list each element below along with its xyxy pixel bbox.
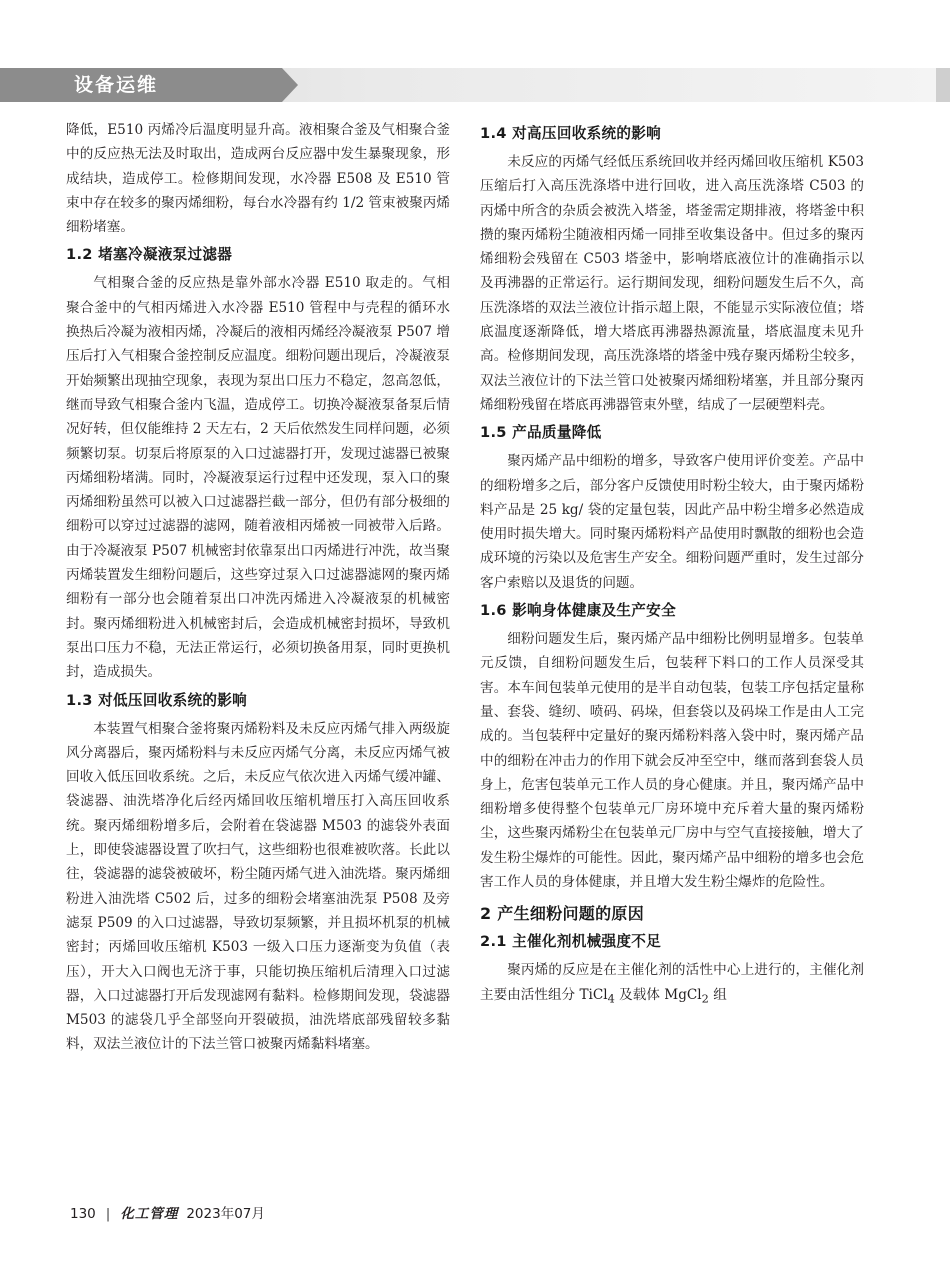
paragraph-2-1-part-b: 及载体 MgCl <box>614 986 702 1003</box>
heading-1-5: 1.5 产品质量降低 <box>480 424 602 442</box>
footer-separator: | <box>105 1206 111 1222</box>
heading-1-6: 1.6 影响身体健康及生产安全 <box>480 602 676 620</box>
section-title: 设备运维 <box>74 74 159 96</box>
right-column <box>480 118 864 1011</box>
header-accent-bar <box>936 68 950 102</box>
left-column <box>66 118 450 1057</box>
section-header-band <box>0 68 950 102</box>
paragraph-1-2: 气相聚合釜的反应热是靠外部水冷器 E510 取走的。气相聚合釜中的气相丙烯进入水冷器 E510 管程中与壳程的循环水换热后冷凝为液相丙烯，冷凝后的液相丙烯经冷凝液泵 P507 增压后打入气相聚合釜控制反应温度。细粉问题出现后，冷凝液泵开始频繁出现抽空现象，表现为泵出口压力不稳定，忽高忽低，继而导致气相聚合釜内飞温，造成停工。切换冷凝液泵备泵后情况好转，但仅能维持 2 天左右，2 天后依然发生同样问题，必须频繁切泵。切泵后将原泵的入口过滤器打开，发现过滤器已被聚丙烯细粉堵满。同时，冷凝液泵运行过程中还发现，泵入口的聚丙烯细粉虽然可以被入口过滤器拦截一部分，但仍有部分极细的细粉可以穿过过滤器的滤网，随着液相丙烯被一同被带入后路。由于冷凝液泵 P507 机械密封依靠泵出口丙烯进行冲洗，故当聚丙烯装置发生细粉问题后，这些穿过泵入口过滤器滤网的聚丙烯细粉有一部分也会随着泵出口冲洗丙烯进入冷凝液泵的机械密封。聚丙烯细粉进入机械密封后，会造成机械密封损坏，导致机泵出口压力不稳，无法正常运行，必须切换备用泵，同时更换机封，造成损失。 <box>66 275 450 681</box>
paragraph-2-1 <box>480 958 864 1010</box>
paragraph-1-3: 本装置气相聚合釜将聚丙烯粉料及未反应丙烯气排入两级旋风分离器后，聚丙烯粉料与未反应丙烯气分离，未反应丙烯气被回收入低压回收系统。之后，未反应气依次进入丙烯气缓冲罐、袋滤器、油洗塔净化后经丙烯回收压缩机增压打入高压回收系统。聚丙烯细粉增多后，会附着在袋滤器 M503 的滤袋外表面上，即使袋滤器设置了吹扫气，这些细粉也很难被吹落。长此以往，袋滤器的滤袋被破坏，粉尘随丙烯气进入油洗塔。聚丙烯细粉进入油洗塔 C502 后，过多的细粉会堵塞油洗泵 P508 及旁滤泵 P509 的入口过滤器，导致切泵频繁，并且损坏机泵的机械密封；丙烯回收压缩机 K503 一级入口压力逐渐变为负值（表压），开大入口阀也无济于事，只能切换压缩机后清理入口过滤器，入口过滤器打开后发现滤网有黏料。检修期间发现，袋滤器 M503 的滤袋几乎全部竖向开裂破损，油洗塔底部残留较多黏料，双法兰液位计的下法兰管口被聚丙烯黏料堵塞。 <box>66 720 450 1053</box>
page-footer <box>70 1203 265 1225</box>
subscript-mgcl2: 2 <box>701 991 709 1006</box>
page-number: 130 <box>70 1206 96 1222</box>
heading-1-3: 1.3 对低压回收系统的影响 <box>66 691 248 709</box>
subscript-ticl4: 4 <box>607 991 615 1006</box>
heading-2: 2 产生细粉问题的原因 <box>480 904 645 924</box>
paragraph-1-5: 聚丙烯产品中细粉的增多，导致客户使用评价变差。产品中的细粉增多之后，部分客户反馈使用时粉尘较大，由于聚丙烯粉料产品是 25 kg/ 袋的定量包装，因此产品中粉尘增多必然造成使用时损失增大。同时聚丙烯粉料产品使用时飘散的细粉也会造成环境的污染以及危害生产安全。细粉问题严重时，发生过部分客户索赔以及退货的问题。 <box>480 453 864 591</box>
paragraph-2-1-part-a: 聚丙烯的反应是在主催化剂的活性中心上进行的，主催化剂主要由活性组分 TiCl <box>480 962 864 1003</box>
heading-2-1: 2.1 主催化剂机械强度不足 <box>480 933 662 951</box>
journal-name: 化工管理 <box>120 1206 179 1222</box>
issue-date: 2023年07月 <box>186 1206 265 1222</box>
paragraph-intro: 降低，E510 丙烯冷后温度明显升高。液相聚合釜及气相聚合釜中的反应热无法及时取出，造成两台反应器中发生暴聚现象，形成结块，造成停工。检修期间发现，水冷器 E508 及 E510 管束中存在较多的聚丙烯细粉，每台水冷器有约 1/2 管束被聚丙烯细粉堵塞。 <box>66 122 450 236</box>
paragraph-2-1-part-c: 组 <box>708 986 727 1003</box>
heading-1-2: 1.2 堵塞冷凝液泵过滤器 <box>66 246 233 264</box>
paragraph-1-4: 未反应的丙烯气经低压系统回收并经丙烯回收压缩机 K503 压缩后打入高压洗涤塔中进行回收，进入高压洗涤塔 C503 的丙烯中所含的杂质会被洗入塔釜，塔釜需定期排液，将塔釜中积攒的聚丙烯粉尘随液相丙烯一同排至收集设备中。但过多的聚丙烯细粉会残留在 C503 塔釜中，影响塔底液位计的准确指示以及再沸器的正常运行。运行期间发现，细粉问题发生后不久，高压洗涤塔的双法兰液位计指示超上限，不能显示实际液位值；塔底温度逐渐降低，增大塔底再沸器热源流量，塔底温度未见升高。检修期间发现，高压洗涤塔的塔釜中残存聚丙烯粉尘较多，双法兰液位计的下法兰管口处被聚丙烯细粉堵塞，并且部分聚丙烯细粉残留在塔底再沸器管束外壁，结成了一层硬塑料壳。 <box>480 154 864 413</box>
paragraph-1-6: 细粉问题发生后，聚丙烯产品中细粉比例明显增多。包装单元反馈，自细粉问题发生后，包装秤下料口的工作人员深受其害。本车间包装单元使用的是半自动包装，包装工序包括定量称量、套袋、缝纫、喷码、码垛，但套袋以及码垛工作是由人工完成的。当包装秤中定量好的聚丙烯粉料落入袋中时，聚丙烯产品中的细粉在冲击力的作用下就会反冲至空中，继而落到套袋人员身上，危害包装单元工作人员的身心健康。并且，聚丙烯产品中细粉增多使得整个包装单元厂房环境中充斥着大量的聚丙烯粉尘，这些聚丙烯粉尘在包装单元厂房中与空气直接接触，增大了发生粉尘爆炸的可能性。因此，聚丙烯产品中细粉的增多也会危害工作人员的身体健康，并且增大发生粉尘爆炸的危险性。 <box>480 631 864 891</box>
heading-1-4: 1.4 对高压回收系统的影响 <box>480 125 662 142</box>
